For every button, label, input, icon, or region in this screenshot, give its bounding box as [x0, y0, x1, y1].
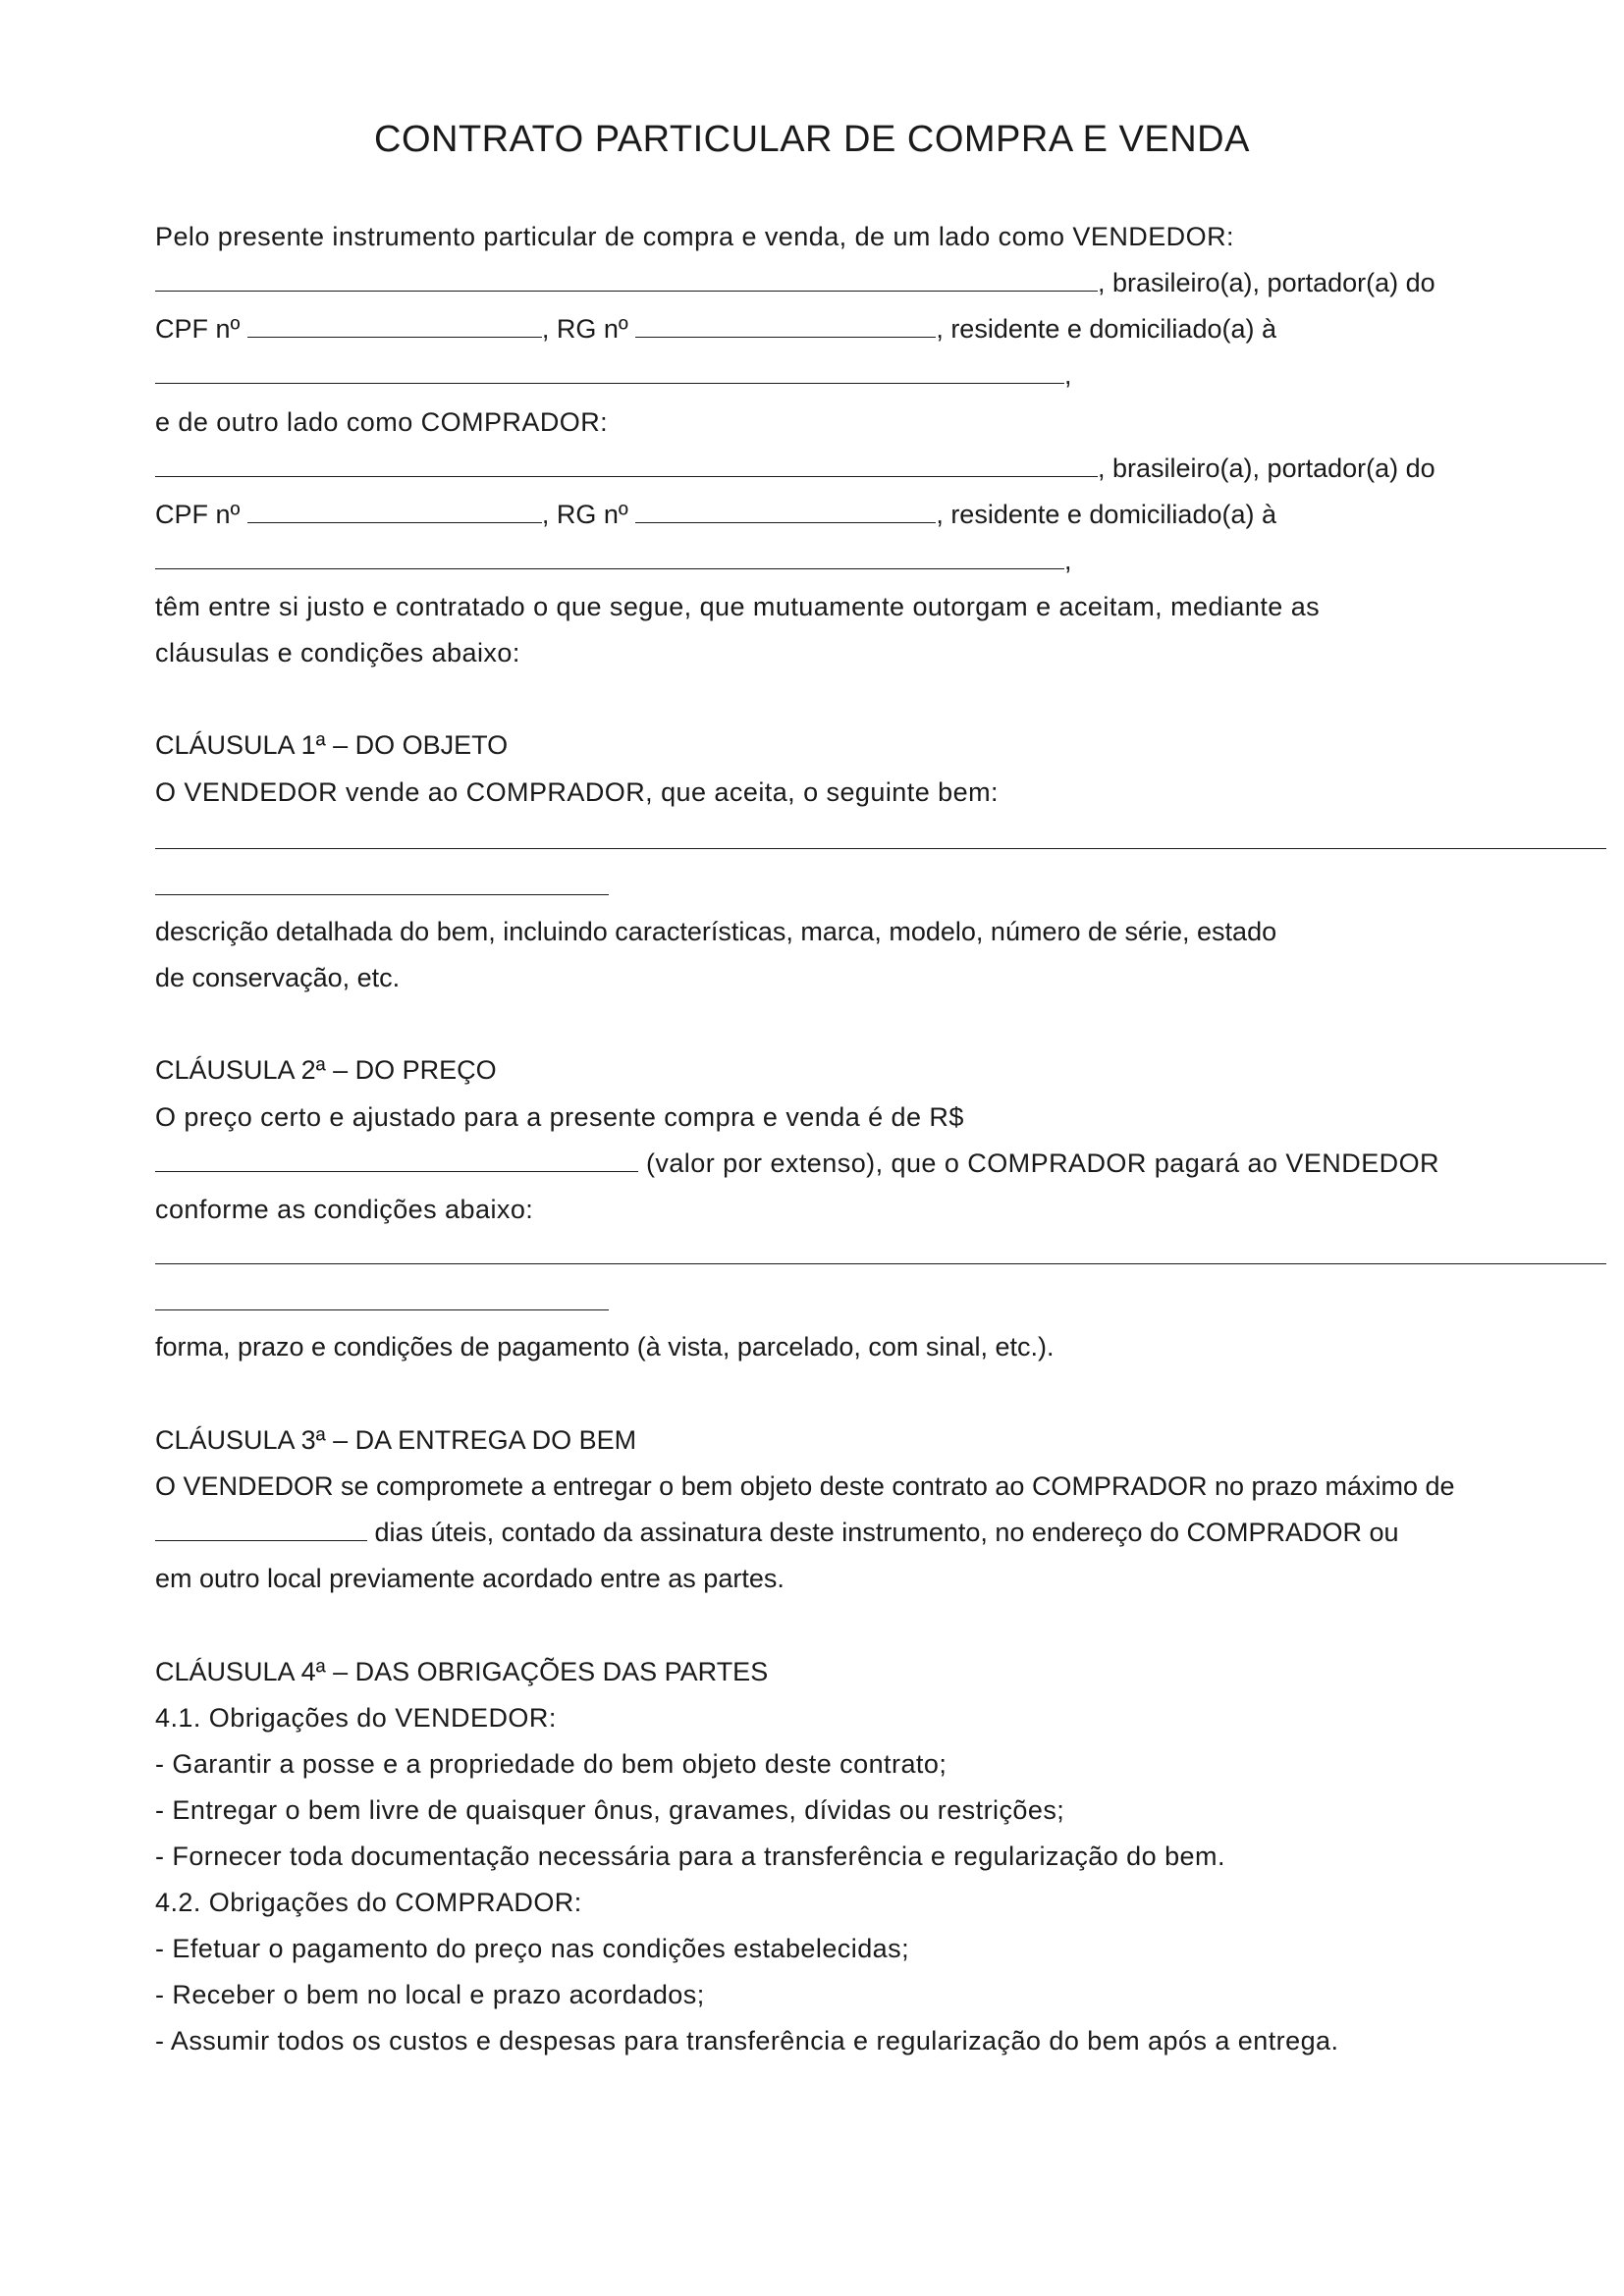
- clause3-text-line1: O VENDEDOR se compromete a entregar o bem objeto deste contrato ao COMPRADOR no prazo máximo de: [155, 1471, 1455, 1501]
- seller-cpf-blank[interactable]: [247, 313, 542, 338]
- clause4-seller-heading: 4.1. Obrigações do VENDEDOR:: [155, 1703, 557, 1733]
- clause2-heading: CLÁUSULA 2ª – DO PREÇO: [155, 1055, 497, 1085]
- buyer-address-comma: ,: [1064, 546, 1072, 575]
- clause3-days-line: [155, 1516, 1399, 1549]
- seller-name-blank[interactable]: [155, 267, 1098, 292]
- agreement-text-line2: cláusulas e condições abaixo:: [155, 638, 520, 667]
- seller-rg-blank[interactable]: [635, 313, 936, 338]
- list-item: - Efetuar o pagamento do preço nas condições estabelecidas;: [155, 1934, 910, 1963]
- seller-address-line: [155, 358, 1072, 392]
- buyer-residence-label: , residente e domiciliado(a) à: [936, 500, 1276, 529]
- seller-rg-label: , RG nº: [541, 314, 628, 344]
- buyer-address-line: [155, 544, 1072, 577]
- page-title: CONTRATO PARTICULAR DE COMPRA E VENDA: [374, 119, 1250, 160]
- clause1-heading: CLÁUSULA 1ª – DO OBJETO: [155, 730, 509, 760]
- buyer-intro-text: e de outro lado como COMPRADOR:: [155, 407, 609, 437]
- clause2-payment-blank-line1[interactable]: [155, 1263, 1606, 1264]
- clause1-note-line1: descrição detalhada do bem, incluindo características, marca, modelo, número de série, estado: [155, 917, 1277, 946]
- seller-nationality-text: , brasileiro(a), portador(a) do: [1098, 268, 1435, 297]
- seller-residence-label: , residente e domiciliado(a) à: [936, 314, 1276, 344]
- clause2-text-line3: conforme as condições abaixo:: [155, 1195, 534, 1224]
- seller-id-line: [155, 312, 1276, 346]
- list-item: - Entregar o bem livre de quaisquer ônus, gravames, dívidas ou restrições;: [155, 1795, 1065, 1825]
- clause1-object-blank-line2[interactable]: [155, 894, 609, 895]
- buyer-rg-blank[interactable]: [635, 499, 936, 523]
- list-item: - Fornecer toda documentação necessária para a transferência e regularização do bem.: [155, 1842, 1225, 1871]
- buyer-id-line: [155, 498, 1276, 531]
- clause3-heading: CLÁUSULA 3ª – DA ENTREGA DO BEM: [155, 1425, 637, 1455]
- clause4-buyer-heading: 4.2. Obrigações do COMPRADOR:: [155, 1888, 582, 1917]
- buyer-cpf-blank[interactable]: [247, 499, 542, 523]
- list-item: - Receber o bem no local e prazo acordados;: [155, 1980, 705, 2009]
- agreement-text-line1: têm entre si justo e contratado o que segue, que mutuamente outorgam e aceitam, mediante as: [155, 592, 1321, 621]
- buyer-name-blank[interactable]: [155, 453, 1098, 477]
- clause2-price-line: [155, 1147, 1439, 1180]
- seller-name-line: [155, 266, 1435, 299]
- clause3-text-line2: dias úteis, contado da assinatura deste instrumento, no endereço do COMPRADOR ou: [367, 1518, 1399, 1547]
- intro-text: Pelo presente instrumento particular de compra e venda, de um lado como VENDEDOR:: [155, 222, 1234, 251]
- clause1-note-line2: de conservação, etc.: [155, 963, 401, 992]
- buyer-nationality-text: , brasileiro(a), portador(a) do: [1098, 454, 1435, 483]
- clause2-text-line2: (valor por extenso), que o COMPRADOR pagará ao VENDEDOR: [638, 1148, 1440, 1178]
- buyer-cpf-label: CPF nº: [155, 500, 241, 529]
- clause3-text-line3: em outro local previamente acordado entre as partes.: [155, 1564, 785, 1593]
- list-item: - Assumir todos os custos e despesas para transferência e regularização do bem após a entrega.: [155, 2026, 1339, 2056]
- clause2-payment-blank-line2[interactable]: [155, 1309, 609, 1310]
- clause1-object-blank-line1[interactable]: [155, 848, 1606, 849]
- seller-cpf-label: CPF nº: [155, 314, 241, 344]
- clause4-heading: CLÁUSULA 4ª – DAS OBRIGAÇÕES DAS PARTES: [155, 1657, 769, 1686]
- seller-address-blank[interactable]: [155, 359, 1064, 384]
- clause3-days-blank[interactable]: [155, 1517, 367, 1541]
- clause1-text: O VENDEDOR vende ao COMPRADOR, que aceita, o seguinte bem:: [155, 777, 999, 807]
- buyer-name-line: [155, 452, 1435, 485]
- seller-address-comma: ,: [1064, 360, 1072, 390]
- buyer-address-blank[interactable]: [155, 545, 1064, 569]
- buyer-rg-label: , RG nº: [541, 500, 628, 529]
- clause2-price-blank[interactable]: [155, 1148, 638, 1172]
- clause2-text-line1: O preço certo e ajustado para a presente compra e venda é de R$: [155, 1102, 964, 1132]
- clause2-note: forma, prazo e condições de pagamento (à vista, parcelado, com sinal, etc.).: [155, 1332, 1055, 1362]
- list-item: - Garantir a posse e a propriedade do bem objeto deste contrato;: [155, 1749, 947, 1779]
